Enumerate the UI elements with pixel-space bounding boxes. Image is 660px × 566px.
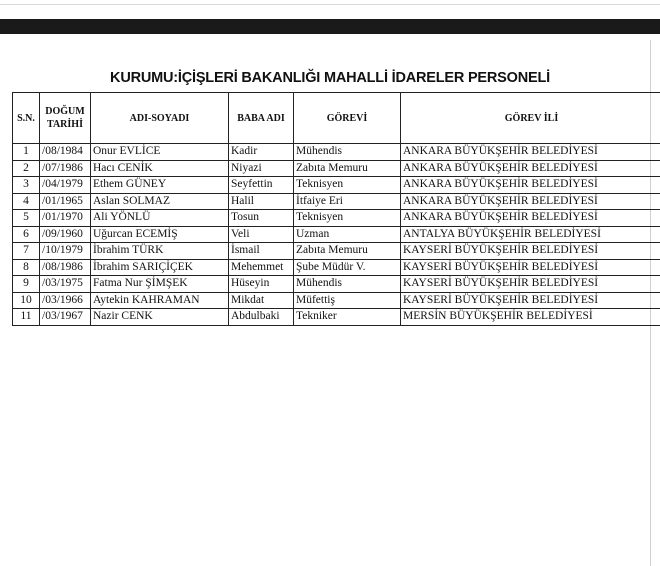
cell-sn: 4 <box>13 193 40 210</box>
top-divider <box>0 4 660 5</box>
cell-province: KAYSERİ BÜYÜKŞEHİR BELEDİYESİ <box>401 292 660 309</box>
cell-birth-date: /04/1979 <box>40 177 91 194</box>
header-duty: GÖREVİ <box>294 93 401 144</box>
cell-sn: 6 <box>13 226 40 243</box>
cell-birth-date: /03/1966 <box>40 292 91 309</box>
cell-duty: Teknisyen <box>294 177 401 194</box>
table-row <box>13 144 660 161</box>
table-header-row <box>13 93 660 144</box>
header-province: GÖREV İLİ <box>401 93 660 144</box>
cell-father-name: Niyazi <box>229 160 294 177</box>
table-row <box>13 193 660 210</box>
table-row <box>13 276 660 293</box>
cell-birth-date: /08/1984 <box>40 144 91 161</box>
cell-duty: Mühendis <box>294 276 401 293</box>
cell-birth-date: /01/1965 <box>40 193 91 210</box>
cell-sn: 10 <box>13 292 40 309</box>
cell-duty: Zabıta Memuru <box>294 243 401 260</box>
header-father-name: BABA ADI <box>229 93 294 144</box>
cell-name: Ethem GÜNEY <box>91 177 229 194</box>
table-row <box>13 177 660 194</box>
cell-birth-date: /03/1967 <box>40 309 91 326</box>
cell-province: ANKARA BÜYÜKŞEHİR BELEDİYESİ <box>401 210 660 227</box>
cell-sn: 8 <box>13 259 40 276</box>
cell-duty: Mühendis <box>294 144 401 161</box>
cell-name: İbrahim TÜRK <box>91 243 229 260</box>
cell-father-name: Veli <box>229 226 294 243</box>
table-row <box>13 309 660 326</box>
cell-name: Aytekin KAHRAMAN <box>91 292 229 309</box>
table-row <box>13 210 660 227</box>
cell-province: ANKARA BÜYÜKŞEHİR BELEDİYESİ <box>401 144 660 161</box>
cell-birth-date: /01/1970 <box>40 210 91 227</box>
cell-province: MERSİN BÜYÜKŞEHİR BELEDİYESİ <box>401 309 660 326</box>
cell-name: Onur EVLİCE <box>91 144 229 161</box>
cell-father-name: Mehemmet <box>229 259 294 276</box>
cell-father-name: Abdulbaki <box>229 309 294 326</box>
header-birth-date-line2: TARİHİ <box>47 119 83 130</box>
cell-province: KAYSERİ BÜYÜKŞEHİR BELEDİYESİ <box>401 259 660 276</box>
table-row <box>13 160 660 177</box>
cell-sn: 2 <box>13 160 40 177</box>
cell-birth-date: /09/1960 <box>40 226 91 243</box>
cell-duty: İtfaiye Eri <box>294 193 401 210</box>
cell-duty: Şube Müdür V. <box>294 259 401 276</box>
cell-duty: Uzman <box>294 226 401 243</box>
cell-province: KAYSERİ BÜYÜKŞEHİR BELEDİYESİ <box>401 276 660 293</box>
cell-birth-date: /10/1979 <box>40 243 91 260</box>
cell-province: ANKARA BÜYÜKŞEHİR BELEDİYESİ <box>401 177 660 194</box>
cell-father-name: İsmail <box>229 243 294 260</box>
cell-name: Uğurcan ECEMİŞ <box>91 226 229 243</box>
header-name: ADI-SOYADI <box>91 93 229 144</box>
header-bar <box>0 19 660 34</box>
cell-name: Aslan SOLMAZ <box>91 193 229 210</box>
cell-sn: 5 <box>13 210 40 227</box>
cell-province: ANKARA BÜYÜKŞEHİR BELEDİYESİ <box>401 160 660 177</box>
cell-sn: 1 <box>13 144 40 161</box>
cell-duty: Zabıta Memuru <box>294 160 401 177</box>
personnel-table <box>12 92 660 326</box>
cell-name: Nazir CENK <box>91 309 229 326</box>
cell-sn: 7 <box>13 243 40 260</box>
cell-father-name: Mikdat <box>229 292 294 309</box>
cell-father-name: Kadir <box>229 144 294 161</box>
table-row <box>13 226 660 243</box>
cell-sn: 3 <box>13 177 40 194</box>
cell-duty: Teknisyen <box>294 210 401 227</box>
cell-sn: 9 <box>13 276 40 293</box>
cell-sn: 11 <box>13 309 40 326</box>
document-title: KURUMU:İÇİŞLERİ BAKANLIĞI MAHALLİ İDARELER PERSONELİ <box>110 70 550 86</box>
cell-duty: Tekniker <box>294 309 401 326</box>
header-birth-date-line1: DOĞUM <box>45 106 85 117</box>
cell-birth-date: /07/1986 <box>40 160 91 177</box>
table-row <box>13 292 660 309</box>
cell-name: İbrahim SARIÇİÇEK <box>91 259 229 276</box>
cell-birth-date: /08/1986 <box>40 259 91 276</box>
table-row <box>13 243 660 260</box>
cell-name: Hacı CENİK <box>91 160 229 177</box>
cell-father-name: Hüseyin <box>229 276 294 293</box>
cell-province: KAYSERİ BÜYÜKŞEHİR BELEDİYESİ <box>401 243 660 260</box>
cell-duty: Müfettiş <box>294 292 401 309</box>
cell-father-name: Halil <box>229 193 294 210</box>
header-sn: S.N. <box>13 93 40 144</box>
cell-name: Fatma Nur ŞİMŞEK <box>91 276 229 293</box>
header-birth-date <box>40 93 91 144</box>
cell-province: ANTALYA BÜYÜKŞEHİR BELEDİYESİ <box>401 226 660 243</box>
table-row <box>13 259 660 276</box>
cell-birth-date: /03/1975 <box>40 276 91 293</box>
cell-father-name: Tosun <box>229 210 294 227</box>
cell-name: Ali YÖNLÜ <box>91 210 229 227</box>
cell-father-name: Seyfettin <box>229 177 294 194</box>
cell-province: ANKARA BÜYÜKŞEHİR BELEDİYESİ <box>401 193 660 210</box>
